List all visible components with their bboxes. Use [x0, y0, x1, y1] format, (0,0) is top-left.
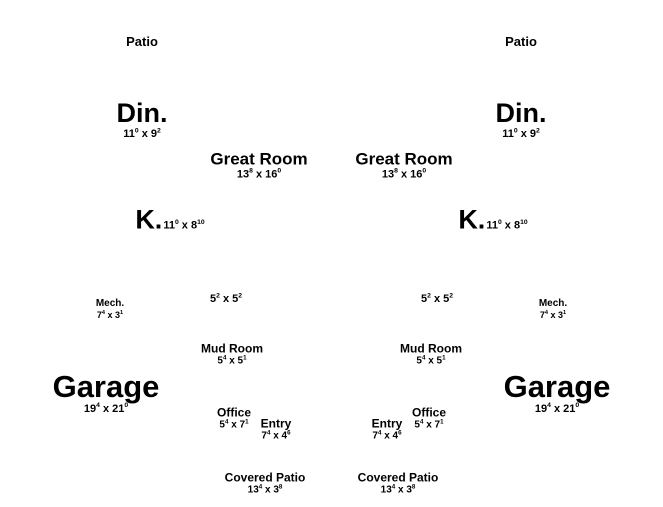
room-dimensions: $5^4$ x $5^1$: [416, 354, 446, 367]
room-name: Great Room: [210, 149, 308, 169]
room-name: K.: [458, 204, 486, 235]
room-name: Garage: [503, 368, 611, 404]
room-label-great-room-2: [210, 150, 307, 181]
room-name: Mech.: [538, 298, 568, 310]
room-dimensions: $13^4$ x $3^8$: [380, 483, 416, 496]
room-label-entry-9: [261, 418, 292, 443]
room-dimensions: $7^4$ x $3^1$: [96, 310, 124, 321]
room-label-mech-5: [96, 299, 124, 321]
room-label-mud-room-17: [400, 343, 462, 368]
room-label-covered-patio-21: [358, 472, 439, 497]
room-dimensions: $7^4$ x $4^6$: [261, 429, 291, 442]
room-dimensions: $19^4$ x $21^0$: [534, 402, 580, 416]
room-label-k-3: [135, 205, 204, 236]
room-label-office-19: [412, 407, 446, 432]
room-dimensions: $13^8$ x $16^0$: [381, 168, 427, 181]
room-name: Covered Patio: [357, 470, 439, 485]
room-dimensions: $7^4$ x $4^6$: [372, 429, 402, 442]
room-name: Mech.: [95, 298, 125, 310]
room-label-patio-11: [505, 35, 537, 49]
room-dimensions: $5^4$ x $5^1$: [217, 354, 247, 367]
room-name: Garage: [52, 368, 160, 404]
room-label-din-1: [117, 99, 168, 141]
room-label-covered-patio-10: [225, 472, 306, 497]
room-label-k-14: [458, 205, 527, 236]
room-name: Great Room: [355, 149, 453, 169]
room-name: Din.: [495, 97, 547, 128]
room-dimensions: $19^4$ x $21^0$: [83, 402, 129, 416]
room-dimensions: $5^2$ x $5^2$: [209, 292, 243, 305]
room-name: Patio: [505, 33, 537, 49]
room-label-mud-room-6: [201, 343, 263, 368]
room-label-entry-20: [372, 418, 403, 443]
room-dimensions: $13^4$ x $3^8$: [247, 483, 283, 496]
room-name: Covered Patio: [224, 470, 306, 485]
room-name: Patio: [126, 33, 158, 49]
room-name: Mud Room: [201, 341, 263, 356]
room-label-patio-0: [126, 35, 158, 49]
room-name: Entry: [260, 416, 292, 431]
room-dimensions: $5^4$ x $7^1$: [414, 418, 444, 431]
room-dimensions: $5^4$ x $7^1$: [219, 418, 249, 431]
room-name: Office: [411, 405, 447, 420]
room-name: Mud Room: [400, 341, 462, 356]
room-label-garage-7: [53, 370, 160, 416]
room-dimensions: $11^0$ x $8^{10}$: [486, 218, 528, 232]
room-name: Entry: [371, 416, 403, 431]
room-label-office-8: [217, 407, 251, 432]
room-label-mech-16: [539, 299, 567, 321]
room-label-garage-18: [504, 370, 611, 416]
room-label-great-room-13: [355, 150, 452, 181]
room-name: K.: [135, 204, 163, 235]
room-dimensions: $13^8$ x $16^0$: [236, 168, 282, 181]
room-dimensions: $11^0$ x $8^{10}$: [163, 218, 205, 232]
room-label-din-12: [496, 99, 547, 141]
room-dimensions: $7^4$ x $3^1$: [539, 310, 567, 321]
room-name: Office: [216, 405, 252, 420]
room-dimensions: $11^0$ x $9^2$: [502, 127, 540, 141]
room-name: Din.: [116, 97, 168, 128]
room-dimensions: $5^2$ x $5^2$: [420, 292, 454, 305]
room-dimensions: $11^0$ x $9^2$: [123, 127, 161, 141]
